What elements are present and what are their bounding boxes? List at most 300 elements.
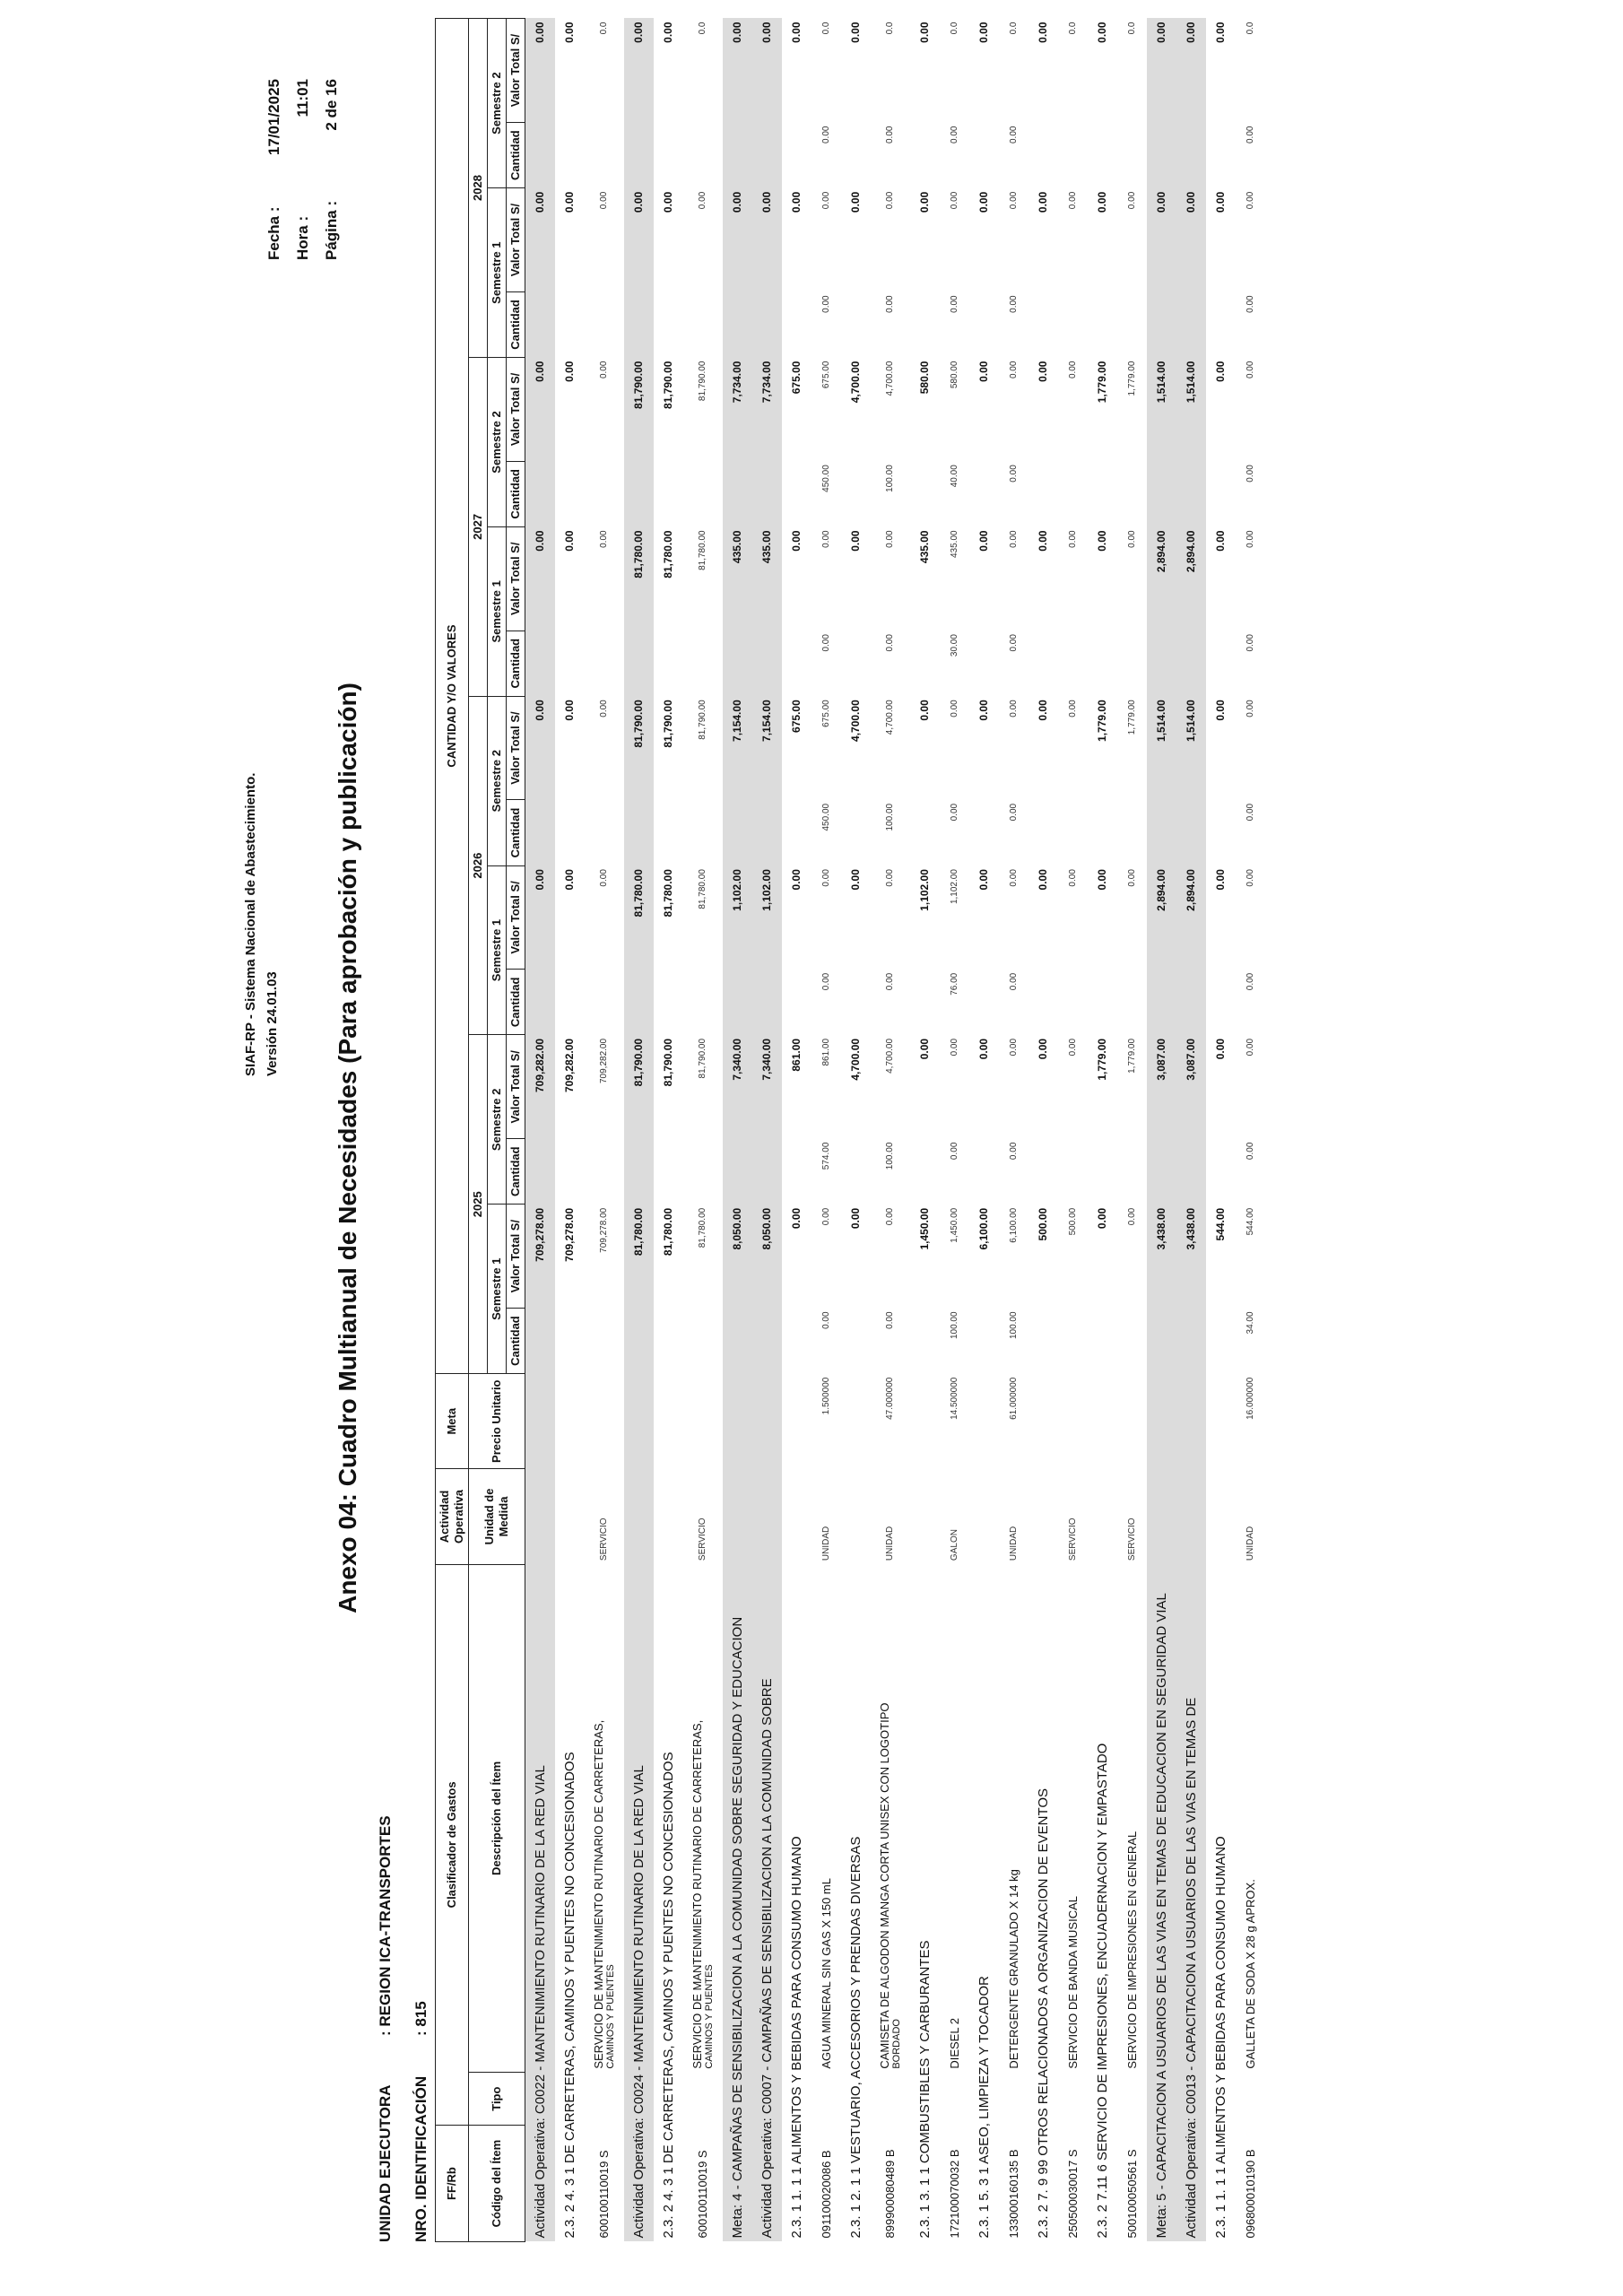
header-semester: Semestre 1 (488, 865, 507, 1035)
valor-cell: 1,514.00 (1176, 358, 1206, 462)
valor-cell: 0.00 (563, 869, 576, 891)
valor-cell: 675.00 (790, 361, 803, 395)
cantidad-cell: 100.00 (1008, 1311, 1019, 1340)
valor-cell: 0.00 (1067, 1038, 1078, 1057)
valor-cell: 0.00 (525, 526, 555, 631)
cantidad-cell (969, 123, 999, 188)
header-cantidad: Cantidad (507, 291, 525, 357)
item-code: 899900080489 B (883, 2149, 897, 2239)
cantidad-cell: 34.00 (1245, 1311, 1255, 1335)
cantidad-cell (1206, 631, 1236, 696)
cantidad-cell (525, 631, 555, 696)
valor-cell: 544.00 (1214, 1207, 1227, 1241)
valor-cell: 0.00 (1147, 188, 1176, 292)
valor-cell: 81,790.00 (662, 1038, 674, 1087)
cantidad-cell (1088, 1139, 1117, 1205)
valor-cell: 435.00 (723, 526, 752, 631)
valor-cell: 0.00 (1245, 1038, 1255, 1057)
valor-cell: 0.00 (752, 188, 782, 292)
valor-cell: 580.00 (949, 361, 959, 389)
valor-cell: 0.00 (977, 191, 990, 213)
cantidad-cell (1176, 631, 1206, 696)
cantidad-cell (1147, 631, 1176, 696)
cantidad-cell (841, 1139, 871, 1205)
valor-cell: 4,700.00 (885, 700, 895, 735)
cantidad-cell (585, 461, 624, 526)
header-semester: Semestre 2 (488, 696, 507, 865)
cantidad-cell (782, 291, 812, 357)
cantidad-cell (841, 970, 871, 1035)
valor-cell: 0.00 (790, 1207, 803, 1230)
cantidad-cell: 0.00 (885, 126, 895, 144)
cantidad-cell (1058, 461, 1088, 526)
cantidad-cell (752, 970, 782, 1035)
unit-of-measure: UNIDAD (885, 1526, 895, 1561)
cantidad-cell (654, 123, 683, 188)
cantidad-cell (654, 631, 683, 696)
cantidad-cell (723, 291, 752, 357)
cantidad-cell (841, 1308, 871, 1373)
cantidad-cell (683, 123, 723, 188)
cantidad-cell: 40.00 (949, 465, 959, 488)
cantidad-cell (624, 461, 654, 526)
cantidad-cell: 0.00 (949, 1142, 959, 1161)
item-code: 600100110019 S (597, 2150, 611, 2239)
cantidad-cell (654, 461, 683, 526)
unit-of-measure (1147, 1469, 1176, 1564)
cantidad-cell (585, 631, 624, 696)
item-description-text: GALLETA DE SODA X 28 g APROX. (1243, 1879, 1257, 2069)
valor-cell: 0.00 (525, 865, 555, 970)
cantidad-cell: 100.00 (885, 465, 895, 492)
item-description-text: SERVICIO DE BANDA MUSICAL (1065, 1896, 1080, 2069)
cantidad-cell (969, 970, 999, 1035)
item-description-text: DIESEL 2 (947, 2018, 961, 2069)
valor-cell: 0.00 (624, 19, 654, 123)
header-cantidad: Cantidad (507, 1139, 525, 1205)
cantidad-cell (555, 123, 585, 188)
cantidad-cell (624, 1308, 654, 1373)
system-name: SIAF-RP - Sistema Nacional de Abastecimiento. (243, 772, 258, 1076)
cantidad-cell (1206, 1308, 1236, 1373)
cantidad-cell (752, 631, 782, 696)
cantidad-cell (752, 291, 782, 357)
valor-cell: 1,779.00 (1096, 1038, 1108, 1081)
valor-cell: 544.00 (1245, 1207, 1255, 1236)
cantidad-cell: 450.00 (820, 803, 831, 831)
cantidad-cell (1088, 123, 1117, 188)
cantidad-cell (910, 123, 940, 188)
cantidad-cell (1117, 631, 1147, 696)
valor-cell: 2,894.00 (1176, 526, 1206, 631)
cantidad-cell (752, 1308, 782, 1373)
valor-cell: 7,340.00 (752, 1035, 782, 1139)
cantidad-cell (1147, 1139, 1176, 1205)
item-description (1117, 1564, 1147, 2073)
cantidad-cell (782, 631, 812, 696)
system-version: Versión 24.01.03 (265, 971, 280, 1076)
needs-table (435, 18, 1265, 2242)
header-year-2028: 2028 (469, 19, 488, 358)
valor-cell: 0.00 (1176, 19, 1206, 123)
cantidad-cell (1206, 970, 1236, 1035)
item-code: 096800010190 B (1243, 2149, 1257, 2239)
valor-cell: 0.00 (1037, 361, 1049, 382)
valor-cell: 0.00 (849, 191, 862, 213)
cantidad-cell (1206, 123, 1236, 188)
cantidad-cell (1058, 1139, 1088, 1205)
valor-cell: 0.00 (1176, 188, 1206, 292)
unit-price (969, 1374, 999, 1469)
valor-cell: 2,894.00 (1147, 865, 1176, 970)
cantidad-cell (841, 291, 871, 357)
valor-cell: 0.00 (662, 22, 674, 43)
valor-cell: 7,154.00 (752, 696, 782, 800)
valor-cell: 0.00 (1126, 530, 1137, 548)
valor-cell: 0.00 (1214, 869, 1227, 891)
valor-cell: 0.0 (885, 22, 895, 35)
valor-cell: 0.00 (1037, 530, 1049, 552)
valor-cell: 81,780.00 (662, 1207, 674, 1257)
header-tipo: Tipo (469, 2073, 525, 2126)
header-valor-total: Valor Total S/ (507, 1035, 525, 1139)
row-description: 2.3. 2 4. 3 1 DE CARRETERAS, CAMINOS Y PUENTES NO CONCESIONADOS (660, 1752, 676, 2239)
valor-cell: 0.0 (1067, 22, 1078, 35)
header-unidad: Unidad de Medida (469, 1469, 525, 1564)
valor-cell: 0.00 (885, 869, 895, 887)
valor-cell: 0.00 (820, 1207, 831, 1226)
unit-of-measure: UNIDAD (1245, 1526, 1255, 1561)
cantidad-cell: 0.00 (885, 295, 895, 313)
valor-cell: 81,790.00 (624, 696, 654, 800)
cantidad-cell (752, 461, 782, 526)
header-semester: Semestre 2 (488, 358, 507, 527)
cantidad-cell: 0.00 (1245, 465, 1255, 483)
cantidad-cell (683, 970, 723, 1035)
activity-row (624, 19, 654, 2242)
item-code: 133000160135 B (1006, 2149, 1020, 2239)
item-row (940, 19, 969, 2242)
unit-of-measure (969, 1469, 999, 1564)
unit-of-measure: UNIDAD (1008, 1526, 1019, 1561)
valor-cell: 0.0 (1245, 22, 1255, 35)
header-semester: Semestre 2 (488, 1035, 507, 1205)
valor-cell: 0.00 (1245, 191, 1255, 210)
valor-cell: 709,282.00 (563, 1038, 576, 1092)
unit-of-measure (752, 1469, 782, 1564)
valor-cell: 435.00 (949, 530, 959, 558)
row-description: Actividad Operativa: C0024 - MANTENIMIENTO RUTINARIO DE LA RED VIAL (624, 1564, 654, 2241)
cantidad-cell: 0.00 (1245, 126, 1255, 144)
cantidad-cell (1088, 800, 1117, 865)
row-description: 2.3. 1 2. 1 1 VESTUARIO, ACCESORIOS Y PRENDAS DIVERSAS (847, 1836, 864, 2239)
valor-cell: 0.00 (662, 191, 674, 213)
cantidad-cell (723, 1139, 752, 1205)
valor-cell: 500.00 (1037, 1207, 1049, 1241)
unit-of-measure (1176, 1469, 1206, 1564)
header-cantidad: Cantidad (507, 631, 525, 696)
cantidad-cell (654, 1139, 683, 1205)
cantidad-cell (1088, 970, 1117, 1035)
unit-of-measure: UNIDAD (820, 1526, 831, 1561)
valor-cell: 6,100.00 (977, 1207, 990, 1250)
cantidad-cell (1088, 291, 1117, 357)
valor-cell: 0.00 (599, 530, 609, 548)
cantidad-cell (555, 291, 585, 357)
cantidad-cell: 0.00 (1008, 126, 1019, 144)
item-row (1058, 19, 1088, 2242)
cantidad-cell (585, 1139, 624, 1205)
valor-cell: 1,102.00 (949, 869, 959, 905)
valor-cell: 7,734.00 (752, 358, 782, 462)
cantidad-cell (624, 291, 654, 357)
cantidad-cell: 0.00 (820, 126, 831, 144)
valor-cell: 0.00 (849, 530, 862, 552)
item-row (1236, 19, 1265, 2242)
cantidad-cell: 0.00 (1008, 1142, 1019, 1161)
cantidad-cell (841, 461, 871, 526)
header-year-2025: 2025 (469, 1035, 488, 1374)
header-valor-total: Valor Total S/ (507, 358, 525, 462)
valor-cell: 1,779.00 (1096, 361, 1108, 404)
valor-cell: 0.00 (918, 1038, 931, 1060)
valor-cell: 0.00 (1096, 1207, 1108, 1230)
row-description: Meta: 4 - CAMPAÑAS DE SENSIBILIZACION A LA COMUNIDAD SOBRE SEGURIDAD Y EDUCACION (723, 1564, 752, 2241)
cantidad-cell (1147, 800, 1176, 865)
valor-cell: 0.00 (949, 700, 959, 718)
cantidad-cell: 0.00 (885, 1311, 895, 1329)
unit-of-measure (723, 1469, 752, 1564)
unit-price (654, 1374, 683, 1469)
item-code: 250500030017 S (1065, 2149, 1080, 2239)
unit-of-measure (841, 1469, 871, 1564)
valor-cell: 0.00 (1126, 1207, 1137, 1226)
cantidad-cell: 0.00 (949, 126, 959, 144)
cantidad-cell (555, 970, 585, 1035)
valor-cell: 675.00 (820, 361, 831, 389)
item-description-cont: BORDADO (891, 2019, 902, 2069)
valor-cell: 709,278.00 (525, 1205, 555, 1309)
valor-cell: 0.00 (525, 696, 555, 800)
classifier-row (910, 19, 940, 2242)
valor-cell: 0.00 (1096, 22, 1108, 43)
cantidad-cell (1088, 461, 1117, 526)
valor-cell: 1,450.00 (918, 1207, 931, 1250)
cantidad-cell (1028, 1139, 1058, 1205)
classifier-row (782, 19, 812, 2242)
unit-price (683, 1374, 723, 1469)
cantidad-cell (841, 800, 871, 865)
valor-cell: 435.00 (918, 530, 931, 564)
valor-cell: 0.00 (1008, 700, 1019, 718)
header-year-2027: 2027 (469, 358, 488, 697)
unit-of-measure (525, 1469, 555, 1564)
cantidad-cell (654, 291, 683, 357)
valor-cell: 1,779.00 (1126, 1038, 1137, 1074)
unit-price (585, 1374, 624, 1469)
valor-cell: 81,780.00 (698, 530, 707, 570)
unit-of-measure (1028, 1469, 1058, 1564)
cantidad-cell (1206, 291, 1236, 357)
valor-cell: 81,790.00 (624, 358, 654, 462)
item-description (1058, 1564, 1088, 2073)
valor-cell: 0.00 (752, 19, 782, 123)
cantidad-cell: 574.00 (820, 1142, 831, 1170)
cantidad-cell (969, 631, 999, 696)
unidad-ejecutora-value: : REGION ICA-TRANSPORTES (377, 1815, 394, 2036)
item-row (871, 19, 910, 2242)
unit-price (525, 1374, 555, 1469)
valor-cell: 0.00 (977, 530, 990, 552)
cantidad-cell (752, 123, 782, 188)
cantidad-cell (654, 1308, 683, 1373)
valor-cell: 81,780.00 (698, 869, 707, 909)
cantidad-cell (1028, 123, 1058, 188)
header-semester: Semestre 1 (488, 1205, 507, 1374)
valor-cell: 0.00 (977, 869, 990, 891)
unit-price (910, 1374, 940, 1469)
valor-cell: 1,514.00 (1147, 696, 1176, 800)
cantidad-cell: 0.00 (949, 295, 959, 313)
unit-price (723, 1374, 752, 1469)
valor-cell: 1,102.00 (918, 869, 931, 911)
valor-cell: 0.00 (949, 1038, 959, 1057)
item-row (812, 19, 841, 2242)
valor-cell: 0.00 (918, 700, 931, 721)
valor-cell: 0.00 (525, 358, 555, 462)
cantidad-cell (624, 970, 654, 1035)
cantidad-cell (969, 291, 999, 357)
header-clasificador: Clasificador de Gastos (436, 1564, 469, 2126)
cantidad-cell (683, 631, 723, 696)
unit-price (1147, 1374, 1176, 1469)
unit-price (841, 1374, 871, 1469)
valor-cell: 0.00 (1214, 700, 1227, 721)
cantidad-cell (910, 800, 940, 865)
meta-row (1147, 19, 1176, 2242)
cantidad-cell (654, 970, 683, 1035)
cantidad-cell (752, 1139, 782, 1205)
cantidad-cell (1028, 461, 1058, 526)
classifier-row (654, 19, 683, 2242)
valor-cell: 709,278.00 (599, 1207, 609, 1253)
valor-cell: 81,780.00 (624, 526, 654, 631)
cantidad-cell (969, 800, 999, 865)
valor-cell: 0.00 (820, 191, 831, 210)
cantidad-cell: 0.00 (949, 803, 959, 822)
cantidad-cell: 0.00 (820, 1311, 831, 1329)
header-valor-total: Valor Total S/ (507, 526, 525, 631)
valor-cell: 3,087.00 (1176, 1035, 1206, 1139)
valor-cell: 0.00 (698, 191, 707, 210)
valor-cell: 861.00 (820, 1038, 831, 1066)
valor-cell: 0.00 (1214, 1038, 1227, 1060)
cantidad-cell (969, 1308, 999, 1373)
valor-cell: 0.00 (885, 191, 895, 210)
valor-cell: 675.00 (820, 700, 831, 727)
header-semester: Semestre 1 (488, 526, 507, 696)
valor-cell: 0.00 (885, 530, 895, 548)
cantidad-cell (1028, 1308, 1058, 1373)
valor-cell: 2,894.00 (1176, 865, 1206, 970)
valor-cell: 0.00 (1245, 869, 1255, 887)
item-description (683, 1564, 723, 2073)
pagina-value: 2 de 16 (323, 79, 340, 131)
cantidad-cell: 0.00 (820, 972, 831, 991)
valor-cell: 0.00 (1067, 191, 1078, 210)
valor-cell: 0.00 (1214, 22, 1227, 43)
item-description-text: CAMISETA DE ALGODON MANGA CORTA UNISEX CON LOGOTIPO (878, 1702, 891, 2069)
item-description-text: AGUA MINERAL SIN GAS X 150 mL (819, 1878, 833, 2069)
valor-cell: 435.00 (752, 526, 782, 631)
unidad-block (368, 1815, 439, 2242)
cantidad-cell (723, 800, 752, 865)
cantidad-cell (525, 1139, 555, 1205)
cantidad-cell (525, 970, 555, 1035)
cantidad-cell: 0.00 (1245, 803, 1255, 822)
cantidad-cell (1117, 291, 1147, 357)
valor-cell: 0.00 (1008, 361, 1019, 379)
header-valor-total: Valor Total S/ (507, 188, 525, 292)
valor-cell: 0.00 (563, 191, 576, 213)
unit-of-measure (555, 1469, 585, 1564)
header-cantidad-valores: CANTIDAD Y/O VALORES (436, 19, 469, 1374)
unit-price (1088, 1374, 1117, 1469)
cantidad-cell (723, 123, 752, 188)
cantidad-cell (1058, 291, 1088, 357)
cantidad-cell (1176, 461, 1206, 526)
valor-cell: 8,050.00 (723, 1205, 752, 1309)
cantidad-cell (683, 461, 723, 526)
cantidad-cell (723, 970, 752, 1035)
row-description: 2.3. 1 5. 3 1 ASEO, LIMPIEZA Y TOCADOR (976, 1976, 992, 2239)
unit-price: 16.000000 (1245, 1377, 1255, 1420)
valor-cell: 0.00 (599, 700, 609, 718)
classifier-row (1088, 19, 1117, 2242)
valor-cell: 0.00 (1067, 700, 1078, 718)
unit-of-measure: SERVICIO (1067, 1518, 1078, 1561)
cantidad-cell (585, 970, 624, 1035)
valor-cell: 0.00 (563, 361, 576, 382)
unit-price (782, 1374, 812, 1469)
valor-cell: 7,340.00 (723, 1035, 752, 1139)
unit-price (1117, 1374, 1147, 1469)
cantidad-cell (782, 461, 812, 526)
cantidad-cell: 0.00 (1008, 634, 1019, 652)
header-codigo: Código del Ítem (469, 2126, 525, 2242)
valor-cell: 0.00 (1147, 19, 1176, 123)
cantidad-cell (1117, 461, 1147, 526)
valor-cell: 81,790.00 (698, 1038, 707, 1079)
cantidad-cell: 100.00 (885, 803, 895, 831)
cantidad-cell: 100.00 (949, 1311, 959, 1340)
cantidad-cell (1206, 800, 1236, 865)
valor-cell: 0.00 (790, 22, 803, 43)
cantidad-cell (910, 291, 940, 357)
cantidad-cell: 450.00 (820, 465, 831, 492)
hora-label: Hora : (294, 215, 311, 260)
unit-of-measure: GALON (949, 1529, 959, 1561)
activity-row (1176, 19, 1206, 2242)
cantidad-cell (525, 291, 555, 357)
valor-cell: 0.00 (1096, 191, 1108, 213)
cantidad-cell (585, 800, 624, 865)
cantidad-cell (1088, 631, 1117, 696)
valor-cell: 0.0 (599, 22, 609, 35)
valor-cell: 500.00 (1067, 1207, 1078, 1236)
cantidad-cell (624, 631, 654, 696)
header-year-2026: 2026 (469, 696, 488, 1035)
